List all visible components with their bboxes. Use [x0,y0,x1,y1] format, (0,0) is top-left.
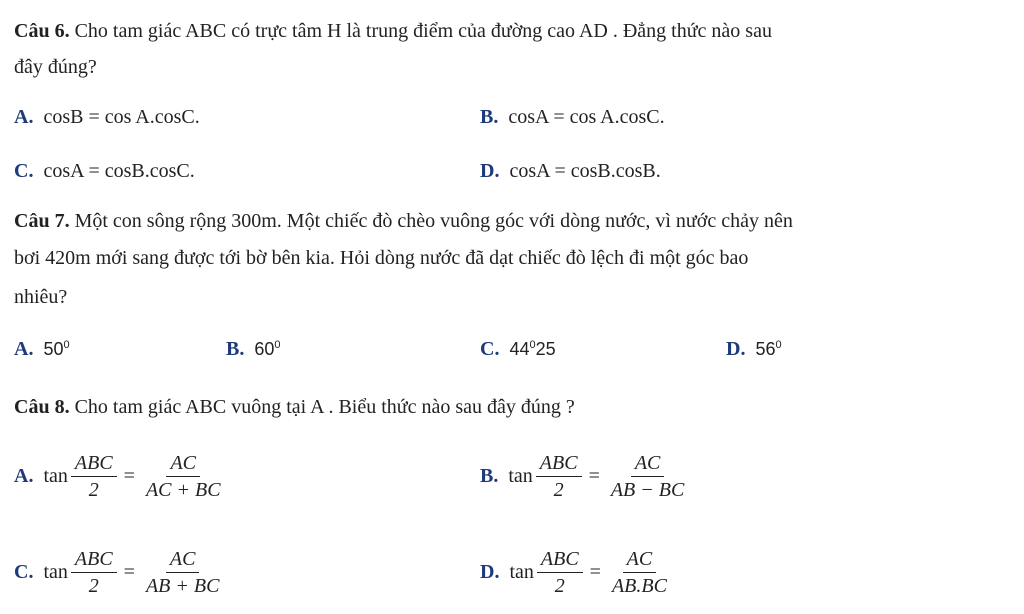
option-letter: B. [480,106,499,128]
rhs-fraction: $\frac{AC}{AB + BC}$ [145,548,220,597]
option-letter: B. [226,338,245,360]
q7-text-line2: bơi 420m mới sang được tới bờ bên kia. Hỏi dòng nước đã dạt chiếc đò lệch đi một góc bao [14,247,749,269]
lhs-fraction: $\frac{\text{ABC}}{2}$ [71,548,117,597]
q7-option-a[interactable] [14,338,70,361]
option-letter: A. [14,465,34,487]
q8-line1 [14,396,1014,419]
tan-function: tan [509,561,534,583]
q6-option-a[interactable] [14,106,200,129]
q6-option-d[interactable] [480,160,661,183]
option-letter: D. [726,338,746,360]
option-value: $50^0$ [43,339,70,359]
option-letter: D. [480,561,500,583]
option-letter: D. [480,160,500,182]
equals-sign: = [588,465,600,487]
equals-sign: = [123,561,135,583]
q6-label: Câu 6. [14,20,70,42]
option-letter: B. [480,465,499,487]
option-text: cosA = cosB.cosC. [43,160,195,182]
lhs-fraction: $\frac{\text{ABC}}{2}$ [536,452,582,501]
equals-sign: = [589,561,601,583]
rhs-fraction: $\frac{AC}{AB - BC}$ [610,452,685,501]
q7-text-line1: Một con sông rộng 300m. Một chiếc đò chèo vuông góc với dòng nước, vì nước chảy nên [74,210,793,232]
option-letter: A. [14,338,34,360]
q6-option-b[interactable] [480,106,665,129]
tan-function: tan [43,465,68,487]
q8-option-d[interactable] [480,548,674,597]
q7-line1 [14,210,1014,233]
option-letter: A. [14,106,34,128]
lhs-fraction: $\frac{\text{ABC}}{2}$ [537,548,583,597]
tan-function: tan [43,561,68,583]
tan-function: tan [508,465,533,487]
equals-sign: = [123,465,135,487]
option-value: $60^0$ [254,339,281,359]
q6-text-line1: Cho tam giác ABC có trực tâm H là trung điểm của đường cao AD . Đẳng thức nào sau [74,20,772,42]
q7-option-d[interactable] [726,338,782,361]
option-letter: C. [480,338,500,360]
q6-option-c[interactable] [14,160,195,183]
option-value: $56^0$ [755,339,782,359]
q8-label: Câu 8. [14,396,70,418]
option-text: cosB = cos A.cosC. [43,106,200,128]
q8-text: Cho tam giác ABC vuông tại A . Biểu thức nào sau đây đúng ? [74,396,575,418]
q7-text-line3: nhiêu? [14,286,68,308]
q8-option-b[interactable] [480,452,691,501]
q7-label: Câu 7. [14,210,70,232]
lhs-fraction: $\frac{\text{ABC}}{2}$ [71,452,117,501]
option-letter: C. [14,160,34,182]
rhs-fraction: $\frac{AC}{AB.BC}$ [611,548,667,597]
q7-option-c[interactable] [480,338,556,361]
q8-option-a[interactable] [14,452,228,501]
q7-option-b[interactable] [226,338,281,361]
q6-text-line2: đây đúng? [14,56,97,78]
q8-option-c[interactable] [14,548,226,597]
option-text: cosA = cos A.cosC. [508,106,665,128]
option-text: cosA = cosB.cosB. [509,160,661,182]
q6-line1 [14,20,1014,43]
option-letter: C. [14,561,34,583]
rhs-fraction: $\frac{AC}{AC + BC}$ [145,452,221,501]
option-value: $44^025$ [509,339,556,359]
